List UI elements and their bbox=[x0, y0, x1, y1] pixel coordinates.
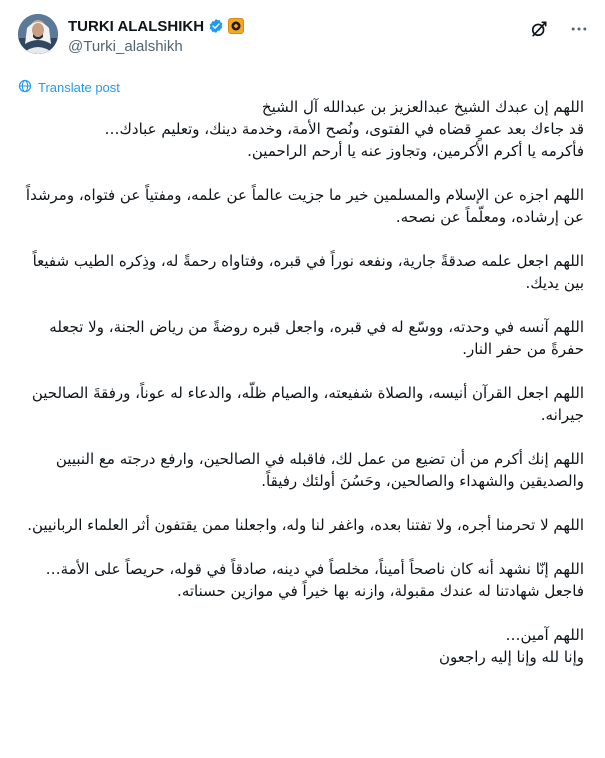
more-options-icon[interactable] bbox=[568, 18, 590, 40]
post-paragraph: اللهم اجزه عن الإسلام والمسلمين خير ما جزيت عالماً عن علمه، ومفتياً عن فتواه، ومرشداً عن إرشاده، ومعلّماً عن نصحه. bbox=[25, 186, 584, 226]
post-paragraph: اللهم اجعل القرآن أنيسه، والصلاة شفيعته، والصيام ظلّه، والدعاء له عوناً، ورفقةَ الصالحين جيرانه. bbox=[31, 384, 584, 424]
post-text bbox=[24, 96, 584, 668]
translate-post-link[interactable] bbox=[18, 78, 120, 97]
post-header bbox=[18, 14, 590, 62]
post-paragraph: اللهم إن عبدك الشيخ عبدالعزيز بن عبدالله آل الشيخ قد جاءك بعد عمرٍ قضاه في الفتوى، ونُصح الأمة، وخدمة دينك، وتعليم عبادك… فأكرمه يا أكرم الأكرمين، وتجاوز عنه يا أرحم الراحمين. bbox=[104, 98, 584, 160]
grok-icon[interactable] bbox=[528, 18, 550, 40]
affiliate-badge-icon[interactable] bbox=[228, 18, 244, 34]
post-actions-top bbox=[528, 18, 590, 40]
author-names bbox=[68, 16, 244, 55]
post-paragraph: اللهم لا تحرمنا أجره، ولا تفتنا بعده، واغفر لنا وله، واجعلنا ممن يقتفون أثر العلماء الربانيين. bbox=[27, 516, 584, 534]
post-paragraph: اللهم آمين… وإنا لله وإنا إليه راجعون bbox=[439, 626, 584, 666]
post-paragraph: اللهم إنك أكرم من أن تضيع من عمل لك، فاقبله في الصالحين، وارفع درجته مع النبيين والصديقين والشهداء والصالحين، وحَسُنَ أولئك رفيقاً. bbox=[55, 450, 584, 490]
display-name[interactable]: TURKI ALALSHIKH bbox=[68, 17, 205, 35]
globe-icon bbox=[18, 78, 32, 97]
post-paragraph: اللهم إنّا نشهد أنه كان ناصحاً أميناً، مخلصاً في دينه، صادقاً في قوله، حريصاً على الأمة… فاجعل شهادتنا له عندك مقبولة، وازنه بها خيراً في موازين حسناته. bbox=[45, 560, 584, 600]
post-paragraph: اللهم آنسه في وحدته، ووسّع له في قبره، واجعل قبره روضةً من رياض الجنة، ولا تجعله حفرةً من حفر النار. bbox=[49, 318, 584, 358]
display-name-row bbox=[68, 16, 244, 36]
author-handle[interactable]: @Turki_alalshikh bbox=[68, 38, 183, 55]
verified-badge-icon bbox=[208, 18, 224, 34]
avatar[interactable] bbox=[18, 14, 58, 54]
avatar-image bbox=[18, 14, 58, 54]
translate-label[interactable]: Translate post bbox=[38, 80, 120, 95]
post-paragraph: اللهم اجعل علمه صدقةً جارية، ونفعه نوراً في قبره، وفتاواه رحمةً له، وذِكره الطيب شفيعاً بين يديك. bbox=[32, 252, 584, 292]
